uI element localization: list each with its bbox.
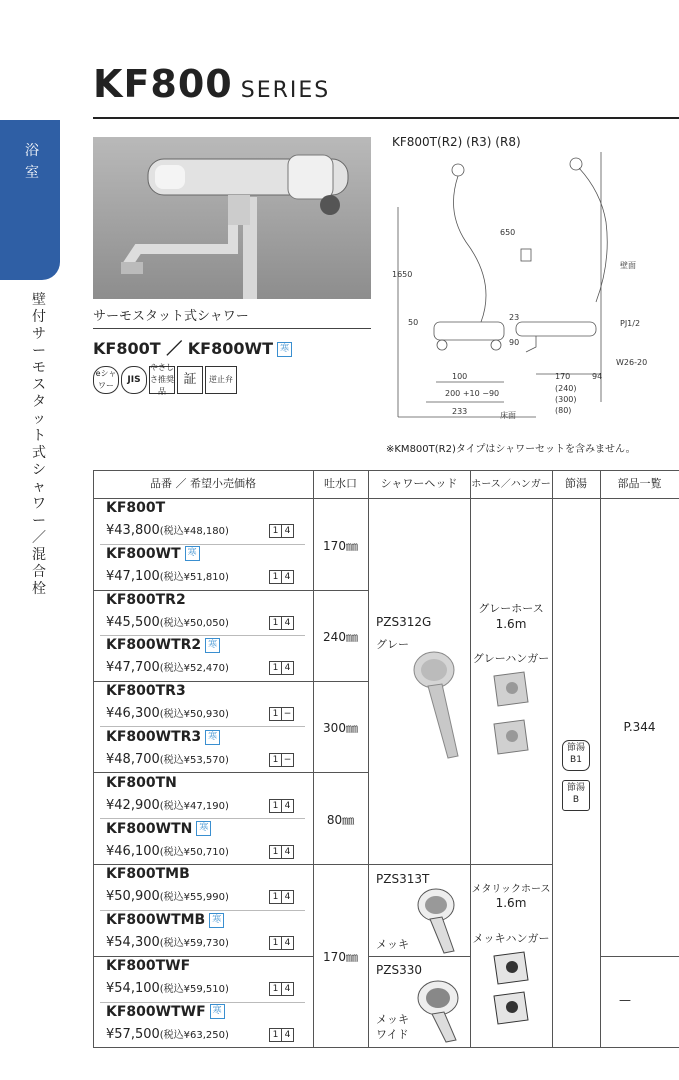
e-shower-badge: eシャワー (93, 366, 119, 394)
row-price: ¥54,100(税込¥59,510) (106, 981, 229, 996)
dim-233: 233 (452, 407, 468, 416)
option-box: 1 (269, 524, 282, 538)
row-price: ¥42,900(税込¥47,190) (106, 797, 229, 813)
cold-mark: 寒 (185, 546, 200, 561)
row-border (100, 635, 305, 636)
hose1-hanger: グレーハンガー (472, 652, 550, 665)
hose1-length: 1.6m (495, 617, 527, 631)
parts-ref: P.344 (623, 720, 656, 734)
row-border (100, 726, 305, 727)
parts-none: — (619, 993, 631, 1007)
row-model: KF800TR3 (106, 683, 186, 700)
row-option-boxes (270, 936, 294, 950)
parts-border (600, 956, 679, 957)
group-border (93, 956, 313, 957)
option-box: 4 (281, 616, 294, 630)
head1-code: PZS312G (376, 615, 432, 629)
row-model: KF800WTN 寒 (106, 821, 211, 837)
side-vertical-title: 壁付サーモスタット式シャワー／混合栓 (32, 292, 46, 597)
hose2-name: メタリックホース (471, 884, 551, 895)
row-option-boxes (270, 1028, 294, 1042)
row-price: ¥45,500(税込¥50,050) (106, 614, 229, 630)
row-border (100, 818, 305, 819)
shower-head-metal-icon (410, 885, 466, 955)
certificate-badge: 証 (177, 366, 203, 394)
row-option-boxes (270, 570, 294, 584)
head2-color: メッキ (376, 938, 409, 951)
col-border-4 (552, 470, 553, 1048)
dimension-diagram (386, 152, 676, 432)
header-shower-head: シャワーヘッド (380, 477, 458, 490)
row-price: ¥50,900(税込¥55,990) (106, 889, 229, 905)
row-price: ¥57,500(税込¥63,250) (106, 1026, 229, 1042)
header-spout: 吐水口 (324, 477, 357, 490)
row-option-boxes (270, 890, 294, 904)
hose2-length: 1.6m (495, 896, 527, 910)
dim-170: 170 (555, 372, 571, 381)
option-box: 4 (281, 799, 294, 813)
dim-94: 94 (592, 372, 603, 381)
table-header-border (93, 498, 679, 499)
option-box: − (281, 707, 294, 721)
dim-50: 50 (408, 318, 419, 327)
row-option-boxes (270, 707, 294, 721)
shower-head-wide-icon (410, 978, 466, 1044)
row-model: KF800WTR2 寒 (106, 637, 220, 653)
head3-code: PZS330 (376, 963, 422, 977)
row-price: ¥48,700(税込¥53,570) (106, 752, 229, 767)
group-border (93, 772, 368, 773)
header-parts: 部品一覧 (617, 477, 662, 490)
w-label: W26-20 (616, 358, 648, 367)
header-model-price: 品番 ／ 希望小売価格 (150, 477, 256, 490)
row-model: KF800TMB (106, 866, 190, 883)
option-box: 4 (281, 661, 294, 675)
head-border (368, 956, 470, 957)
row-option-boxes (270, 661, 294, 675)
dim-650: 650 (500, 228, 516, 237)
metal-hanger-icon (488, 950, 534, 1030)
group-border (93, 864, 552, 865)
option-box: 1 (269, 1028, 282, 1042)
table-top-border (93, 470, 679, 471)
row-price: ¥54,300(税込¥59,730) (106, 935, 229, 951)
header-saving: 節湯 (565, 477, 587, 490)
dim-23: 23 (509, 313, 520, 322)
group-border (93, 681, 368, 682)
head2-code: PZS313T (376, 872, 430, 886)
caption-rule (93, 328, 371, 329)
row-model: KF800WT 寒 (106, 546, 200, 562)
row-price: ¥47,100(税込¥51,810) (106, 568, 229, 584)
option-box: 4 (281, 524, 294, 538)
spout-80: 80㎜ (326, 813, 355, 827)
row-price: ¥47,700(税込¥52,470) (106, 660, 229, 676)
hose1-name: グレーホース (478, 602, 544, 615)
row-price: ¥43,800(税込¥48,180) (106, 523, 229, 538)
dim-200: 200 +10 −90 (445, 389, 500, 398)
option-box: 1 (269, 799, 282, 813)
option-box: 4 (281, 1028, 294, 1042)
spout-170-b: 170㎜ (323, 950, 358, 964)
option-box: 1 (269, 936, 282, 950)
option-box: 1 (269, 661, 282, 675)
floor-label: 床面 (500, 411, 516, 420)
option-box: 1 (269, 707, 282, 721)
yasashisa-badge: やさしさ推奨品 (150, 363, 174, 396)
check-valve-badge: 逆止弁 (205, 366, 237, 394)
product-model: KF800T ／ KF800WT 寒 (93, 336, 292, 359)
row-option-boxes (270, 616, 294, 630)
option-box: 1 (269, 753, 282, 767)
option-box: 1 (269, 616, 282, 630)
pj-label: PJ1/2 (620, 319, 641, 328)
dim-300: (300) (555, 395, 577, 404)
title-rule (93, 117, 679, 119)
row-model: KF800TR2 (106, 591, 186, 608)
option-box: 1 (269, 570, 282, 584)
col-border-3 (470, 470, 471, 1048)
cold-mark: 寒 (210, 1004, 225, 1019)
row-option-boxes (270, 753, 294, 767)
option-box: − (281, 753, 294, 767)
row-model: KF800WTMB 寒 (106, 912, 224, 928)
col-border-2 (368, 470, 369, 1048)
cold-mark: 寒 (196, 821, 211, 836)
row-option-boxes (270, 845, 294, 859)
row-option-boxes (270, 799, 294, 813)
hose2-hanger: メッキハンガー (472, 932, 550, 945)
cold-mark: 寒 (209, 913, 224, 928)
wall-label: 壁面 (620, 261, 636, 270)
gray-hanger-icon (488, 668, 534, 768)
row-model: KF800WTWF 寒 (106, 1004, 225, 1020)
option-box: 4 (281, 570, 294, 584)
col-border-5 (600, 470, 601, 1048)
row-model: KF800TWF (106, 958, 191, 974)
table-bottom-border (93, 1047, 679, 1048)
row-option-boxes (270, 982, 294, 996)
option-box: 1 (269, 890, 282, 904)
page-title: KF800 SERIES (93, 62, 331, 106)
option-box: 4 (281, 982, 294, 996)
diagram-title: KF800T(R2) (R3) (R8) (392, 135, 521, 149)
cold-mark: 寒 (277, 342, 292, 357)
head3-color2: ワイド (376, 1028, 409, 1041)
spout-240: 240㎜ (323, 630, 358, 644)
row-option-boxes (270, 524, 294, 538)
option-box: 1 (269, 982, 282, 996)
row-price: ¥46,300(税込¥50,930) (106, 706, 229, 722)
dim-90: 90 (509, 338, 520, 347)
row-border (100, 910, 305, 911)
dim-100: 100 (452, 372, 468, 381)
option-box: 4 (281, 845, 294, 859)
row-price: ¥46,100(税込¥50,710) (106, 843, 229, 859)
option-box: 4 (281, 890, 294, 904)
option-box: 4 (281, 936, 294, 950)
row-model: KF800TN (106, 774, 177, 791)
diagram-note: ※KM800T(R2)タイプはシャワーセットを含みません。 (386, 444, 636, 455)
saving-mark-b1: 節湯 B1 (562, 740, 590, 771)
jis-badge: JIS (121, 366, 147, 394)
table-left-border (93, 470, 94, 1048)
head3-color1: メッキ (376, 1013, 409, 1026)
dim-80: (80) (555, 406, 572, 415)
side-tab-label: 浴室 (25, 143, 39, 181)
header-hose-hanger: ホース／ハンガー (471, 479, 551, 490)
shower-head-gray-icon (410, 648, 466, 770)
product-photo (93, 137, 371, 299)
row-model: KF800WTR3 寒 (106, 729, 220, 745)
dim-1650: 1650 (392, 270, 413, 279)
spout-300: 300㎜ (323, 721, 358, 735)
cold-mark: 寒 (205, 638, 220, 653)
option-box: 1 (269, 845, 282, 859)
cold-mark: 寒 (205, 730, 220, 745)
product-caption: サーモスタット式シャワー (93, 309, 249, 324)
spout-170: 170㎜ (323, 539, 358, 553)
head1-color: グレー (376, 638, 409, 651)
dim-240: (240) (555, 384, 577, 393)
row-model: KF800T (106, 500, 166, 516)
saving-mark-b: 節湯 B (562, 780, 590, 811)
